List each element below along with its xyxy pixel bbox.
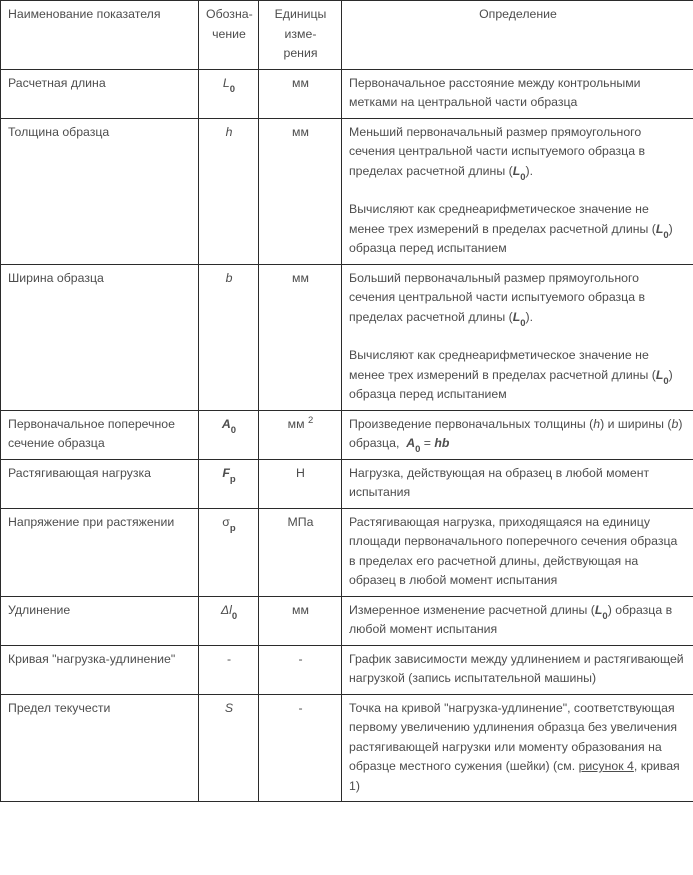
table-row (1, 264, 693, 410)
definition-paragraph-2 (349, 200, 687, 259)
formula-symbol-a: A (406, 436, 416, 450)
definition-text-tail: , кривая 1) (349, 759, 680, 793)
definition-text: Измеренное изменение расчетной длины ( (349, 602, 595, 617)
definition-text: Точка на кривой "нагрузка-удлинение", соответствующая первому увеличению удлинения образца без увеличения растягивающей нагрузки или моменту образования на образце местного сужения (шейки) (см. (349, 700, 678, 773)
table-row (1, 645, 693, 694)
definition-text: Вычисляют как среднеарифметическое значение не менее трех измерений в пределах расчетной длины ( (349, 202, 656, 236)
row-definition: Первоначальное расстояние между контрольными метками на центральной части образца (342, 69, 693, 118)
row-symbol (199, 694, 259, 802)
header-name-label: Наименование показателя (8, 7, 161, 21)
formula-hb: hb (434, 436, 450, 450)
row-name: Первоначальное поперечное сечение образца (1, 410, 199, 459)
inline-symbol: L (655, 367, 664, 382)
definition-text: Больший первоначальный размер прямоугольного сечения центральной части испытуемого образца в пределах расчетной длины ( (349, 270, 646, 324)
table-row (1, 694, 693, 802)
row-name: Предел текучести (1, 694, 199, 802)
definition-paragraph-1 (349, 269, 687, 328)
row-name: Толщина образца (1, 118, 199, 264)
header-symbol-line2: чение (212, 26, 246, 41)
row-definition (342, 694, 693, 802)
row-symbol (199, 596, 259, 645)
definition-text-tail: ). (525, 309, 534, 324)
row-unit (259, 410, 342, 459)
definition-text: Произведение первоначальных толщины ( (349, 416, 594, 431)
row-name: Растягивающая нагрузка (1, 459, 199, 508)
row-name: Кривая "нагрузка-удлинение" (1, 645, 199, 694)
table-header-row (1, 1, 693, 70)
symbol-base: Δl (220, 602, 232, 617)
row-symbol (199, 69, 259, 118)
symbol-base: σ (222, 514, 230, 529)
table-row (1, 459, 693, 508)
row-name: Удлинение (1, 596, 199, 645)
definition-text-tail: ) образца перед испытанием (349, 221, 673, 255)
inline-symbol: L (512, 163, 521, 178)
row-unit: Н (259, 459, 342, 508)
definition-text-tail: ) образца в любой момент испытания (349, 602, 673, 636)
table-row (1, 410, 693, 459)
table-row (1, 69, 693, 118)
header-unit-line3: рения (283, 46, 318, 60)
symbol-base: F (222, 465, 230, 480)
row-definition: Нагрузка, действующая на образец в любой момент испытания (342, 459, 693, 508)
formula-equals: = (420, 436, 435, 450)
row-symbol (199, 410, 259, 459)
definition-paragraph-1 (349, 123, 687, 182)
definition-text-mid: ) и ширины ( (600, 416, 672, 431)
header-unit-line1: Единицы (274, 7, 327, 21)
table-row (1, 596, 693, 645)
symbol-base: S (224, 700, 234, 715)
symbol-base: h (225, 124, 233, 139)
symbol-subscript: 0 (229, 83, 236, 95)
paragraph-spacer (349, 327, 687, 346)
row-unit: мм (259, 69, 342, 118)
row-symbol (199, 508, 259, 596)
inline-symbol: L (594, 602, 603, 617)
symbol-base: b (225, 270, 233, 285)
inline-symbol-subscript: 0 (663, 229, 669, 241)
header-unit-line2: изме- (284, 26, 317, 41)
table-row (1, 508, 693, 596)
figure-4-link[interactable]: рисунок 4 (578, 759, 634, 773)
table-row (1, 118, 693, 264)
header-symbol (199, 1, 259, 70)
inline-symbol: L (655, 221, 664, 236)
definition-paragraph-2 (349, 346, 687, 405)
row-unit: МПа (259, 508, 342, 596)
row-unit: мм (259, 596, 342, 645)
row-definition (342, 118, 693, 264)
definition-text-tail: ) образца перед испытанием (349, 367, 673, 401)
definition-text-tail: ) образца, (349, 416, 683, 450)
inline-symbol-subscript: 0 (520, 317, 526, 329)
header-unit (259, 1, 342, 70)
header-symbol-line1: Обозна- (206, 7, 253, 21)
row-symbol (199, 459, 259, 508)
symbol-subscript: 0 (231, 610, 238, 622)
inline-symbol-b: b (671, 416, 679, 431)
inline-symbol-h: h (593, 416, 601, 431)
row-symbol: - (199, 645, 259, 694)
inline-symbol-subscript: 0 (602, 610, 608, 622)
definition-text: Меньший первоначальный размер прямоугольного сечения центральной части испытуемого образца в пределах расчетной длины ( (349, 124, 646, 178)
definition-text: Вычисляют как среднеарифметическое значение не менее трех измерений в пределах расчетной длины ( (349, 348, 656, 382)
symbol-subscript: 0 (230, 424, 237, 436)
symbol-base: L (222, 75, 230, 90)
row-name: Ширина образца (1, 264, 199, 410)
unit-superscript: 2 (308, 414, 314, 426)
row-name: Напряжение при растяжении (1, 508, 199, 596)
row-unit: мм (259, 118, 342, 264)
definition-text-tail: ). (525, 163, 534, 178)
row-definition (342, 410, 693, 459)
header-definition-label: Определение (479, 7, 557, 21)
row-definition (342, 596, 693, 645)
row-definition: График зависимости между удлинением и растягивающей нагрузкой (запись испытательной машины) (342, 645, 693, 694)
symbol-subscript: р (229, 473, 236, 485)
row-symbol (199, 264, 259, 410)
row-definition: Растягивающая нагрузка, приходящаяся на единицу площади первоначального поперечного сечения образца в пределах его расчетной длины, действующая на образец в любой момент испытания (342, 508, 693, 596)
row-symbol (199, 118, 259, 264)
row-unit: - (259, 694, 342, 802)
row-definition (342, 264, 693, 410)
inline-symbol-subscript: 0 (520, 171, 526, 183)
header-definition (342, 1, 693, 70)
unit-base: мм (287, 416, 305, 431)
symbol-subscript: р (229, 522, 236, 534)
paragraph-spacer (349, 181, 687, 200)
inline-symbol: L (512, 309, 521, 324)
row-unit: - (259, 645, 342, 694)
header-name (1, 1, 199, 70)
symbol-base: A (221, 416, 231, 431)
row-name: Расчетная длина (1, 69, 199, 118)
formula-subscript: 0 (415, 444, 421, 456)
row-unit: мм (259, 264, 342, 410)
inline-symbol-subscript: 0 (663, 375, 669, 387)
